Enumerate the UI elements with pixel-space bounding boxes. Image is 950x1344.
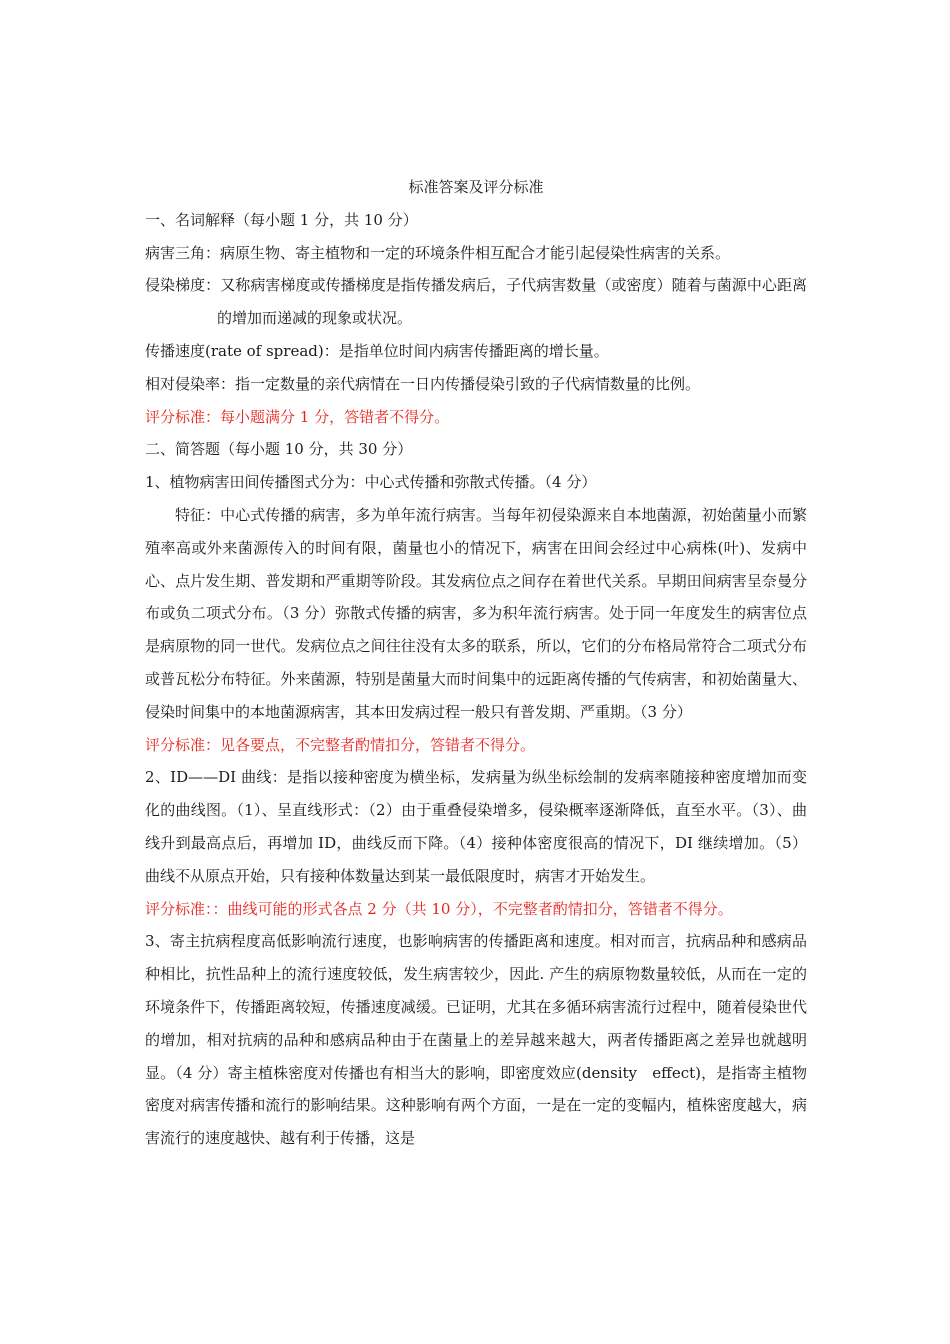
page-title: 标准答案及评分标准 bbox=[408, 178, 544, 196]
term-definition: 病害三角：病原生物、寄主植物和一定的环境条件相互配合才能引起侵染性病害的关系。 bbox=[145, 243, 731, 262]
term-definition: 传播速度(rate of spread)：是指单位时间内病害传播距离的增长量。 bbox=[145, 341, 609, 360]
answer-1: 特征：中心式传播的病害，多为单年流行病害。当每年初侵染源来自本地菌源，初始菌量小而繁殖率高或外来菌源传入的时间有限，菌量也小的情况下，病害在田间会经过中心病株(叶)、发病中心、点片发生期、普发期和严重期等阶段。其发病位点之间存在着世代关系。早期田间病害呈奈曼分布或负二项式分布。（3 分）弥散式传播的病害，多为积年流行病害。处于同一年度发生的病害位点是病原物的同一世代。发病位点之间往往没有太多的联系，所以，它们的分布格局常符合二项式分布或普瓦松分布特征。外来菌源，特别是菌量大而时间集中的远距离传播的气传病害，和初始菌量大、侵染时间集中的本地菌源病害，其本田发病过程一般只有普发期、严重期。（3 分） bbox=[145, 505, 807, 721]
scoring-note: 评分标准：每小题满分 1 分，答错者不得分。 bbox=[145, 407, 450, 426]
section-heading-short-answer: 二、简答题（每小题 10 分，共 30 分） bbox=[145, 440, 413, 459]
term-definition: 侵染梯度：又称病害梯度或传播梯度是指传播发病后，子代病害数量（或密度）随着与菌源中心距离的增加而递减的现象或状况。 bbox=[145, 276, 807, 328]
answer-2: 2、ID——DI 曲线：是指以接种密度为横坐标，发病量为纵坐标绘制的发病率随接种密度增加而变化的曲线图。（1）、呈直线形式：（2）由于重叠侵染增多，侵染概率逐渐降低，直至水平。（3）、曲线升到最高点后，再增加 ID，曲线反而下降。（4）接种体密度很高的情况下，DI 继续增加。（5）曲线不从原点开始，只有接种体数量达到某一最低限度时，病害才开始发生。 bbox=[145, 768, 807, 885]
answer-3: 3、寄主抗病程度高低影响流行速度，也影响病害的传播距离和速度。相对而言，抗病品种和感病品种相比，抗性品种上的流行速度较低，发生病害较少，因此. 产生的病原物数量较低，从而在一定的环境条件下，传播距离较短，传播速度减缓。已证明，尤其在多循环病害流行过程中，随着侵染世代的增加，相对抗病的品种和感病品种由于在菌量上的差异越来越大，两者传播距离之差异也就越明显。（4 分）寄主植株密度对传播也有相当大的影响，即密度效应(density effect)，是指寄主植物密度对病害传播和流行的影响结果。这种影响有两个方面，一是在一定的变幅内，植株密度越大，病害流行的速度越快、越有利于传播，这是 bbox=[145, 932, 807, 1148]
term-definition: 相对侵染率：指一定数量的亲代病情在一日内传播侵染引致的子代病情数量的比例。 bbox=[145, 374, 701, 393]
scoring-note: 评分标准：见各要点，不完整者酌情扣分，答错者不得分。 bbox=[145, 735, 536, 754]
question-1: 1、植物病害田间传播图式分为：中心式传播和弥散式传播。（4 分） bbox=[145, 473, 597, 492]
document-body bbox=[145, 171, 807, 1155]
section-heading-terms: 一、名词解释（每小题 1 分，共 10 分） bbox=[145, 210, 418, 229]
scoring-note: 评分标准：：曲线可能的形式各点 2 分（共 10 分），不完整者酌情扣分，答错者不得分。 bbox=[145, 899, 733, 918]
